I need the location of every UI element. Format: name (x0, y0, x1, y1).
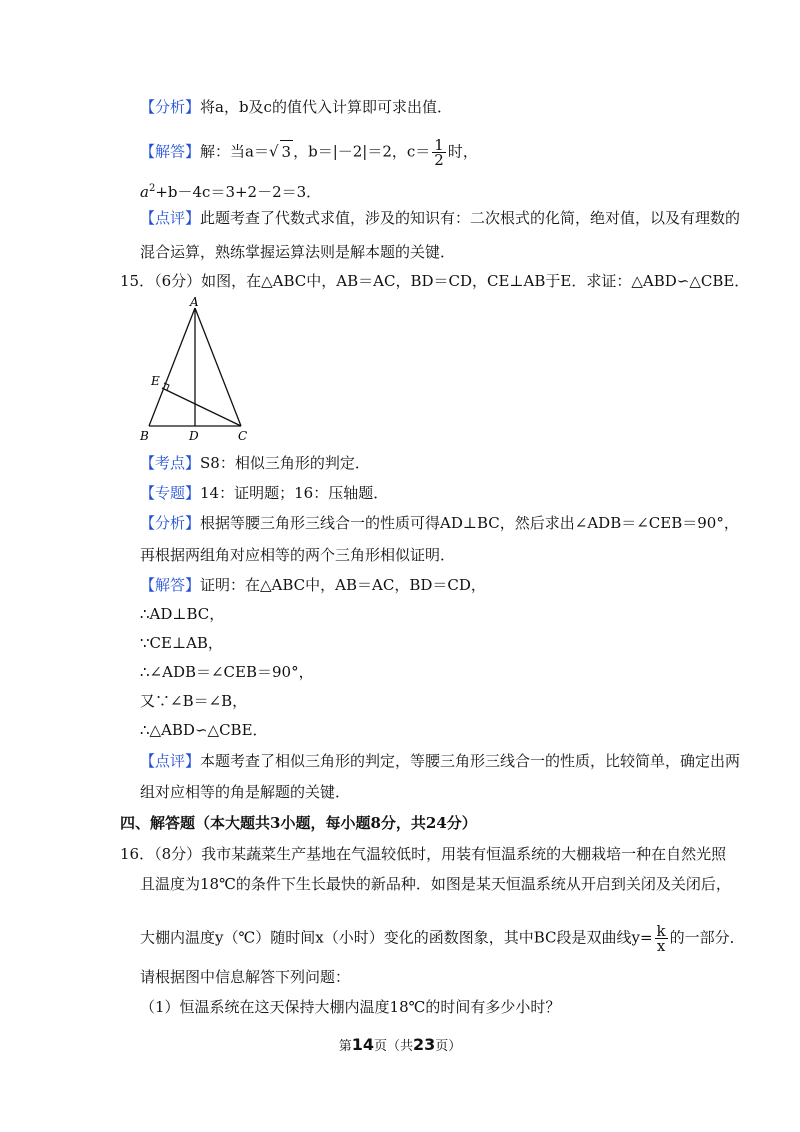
q15-answer (140, 574, 486, 596)
q16-line-3 (140, 924, 745, 953)
q14-analysis (140, 96, 452, 118)
q16-line-1: 16．（8分）我市某蔬菜生产基地在气温较低时，用装有恒温系统的大棚栽培一种在自然光照 (120, 845, 727, 863)
frac-den: 2 (434, 151, 444, 169)
q15-step-1: ∴AD⊥BC， (140, 605, 225, 623)
answer-b: ，b＝|－2|＝2，c＝ (293, 142, 431, 161)
analysis-text: 根据等腰三角形三线合一的性质可得AD⊥BC，然后求出∠ADB＝∠CEB＝90°， (200, 514, 739, 532)
footer-pre: 第 (338, 1039, 352, 1054)
page-footer (0, 1035, 800, 1057)
review-tag: 【点评】 (140, 209, 201, 227)
label-e: E (151, 374, 160, 388)
q15-kaodian (140, 452, 370, 474)
label-d: D (189, 429, 199, 443)
q15-step-5: ∴△ABD∽△CBE． (140, 721, 268, 739)
q15-analysis-1 (140, 512, 739, 534)
answer-a: a＝ (245, 142, 269, 161)
review-text: 本题考查了相似三角形的判定，等腰三角形三线合一的性质，比较简单，确定出两 (200, 752, 741, 770)
calc-a: a (140, 183, 149, 201)
footer-mid: 页（共 (373, 1039, 413, 1054)
fraction-k-over-x (655, 924, 668, 953)
frac-den: x (656, 937, 666, 955)
footer-post: 页） (435, 1039, 462, 1054)
sqrt-value: 3 (280, 140, 294, 163)
q15-analysis-2: 再根据两组角对应相等的两个三角形相似证明． (140, 546, 456, 564)
calc-rest: +b－4c＝3+2－2＝3． (155, 183, 322, 201)
triangle-figure (132, 292, 257, 447)
q15-step-4: 又∵∠B＝∠B， (140, 692, 248, 710)
label-b: B (140, 429, 149, 443)
footer-total-pages: 23 (413, 1035, 436, 1054)
q15-step-2: ∵CE⊥AB， (140, 634, 223, 652)
q14-review-2: 混合运算，熟练掌握运算法则是解本题的关键． (140, 243, 456, 261)
q16-line-2: 且温度为18℃的条件下生长最快的新品种．如图是某天恒温系统从开启到关闭及关闭后， (140, 875, 731, 893)
q15-step-3: ∴∠ADB＝∠CEB＝90°， (140, 663, 314, 681)
frac-num: 1 (434, 136, 444, 154)
q15-stem: 15．（6分）如图，在△ABC中，AB＝AC，BD＝CD，CE⊥AB于E．求证：△ABD∽△CBE． (120, 272, 750, 290)
answer-post: 时， (447, 142, 478, 161)
analysis-tag: 【分析】 (140, 98, 201, 116)
section-heading: 四、解答题（本大题共3小题，每小题8分，共24分） (120, 814, 477, 832)
q15-zhuanti (140, 482, 388, 504)
answer-tag: 【解答】 (140, 576, 201, 594)
q15-review-2: 组对应相等的角是解题的关键． (140, 783, 351, 801)
kaodian-text: S8：相似三角形的判定． (200, 454, 370, 472)
zhuanti-tag: 【专题】 (140, 484, 201, 502)
q16-line-3-pre: 大棚内温度y（℃）随时间x（小时）变化的函数图象，其中BC段是双曲线y= (140, 928, 653, 947)
q16-line-4: 请根据图中信息解答下列问题： (140, 968, 351, 986)
q15-review-1 (140, 750, 740, 772)
frac-num: k (656, 922, 666, 940)
answer-tag: 【解答】 (140, 142, 201, 161)
calc-sup: 2 (148, 183, 156, 194)
answer-pre: 解：当 (200, 142, 246, 161)
footer-page-number: 14 (351, 1035, 374, 1054)
q16-line-5: （1）恒温系统在这天保持大棚内温度18℃的时间有多少小时？ (140, 998, 561, 1016)
q14-review-1 (140, 207, 740, 229)
answer-text: 证明：在△ABC中，AB＝AC，BD＝CD， (200, 576, 486, 594)
review-text: 此题考查了代数式求值，涉及的知识有：二次根式的化简，绝对值，以及有理数的 (200, 209, 741, 227)
q16-line-3-post: 的一部分． (669, 928, 745, 947)
review-tag: 【点评】 (140, 752, 201, 770)
kaodian-tag: 【考点】 (140, 454, 201, 472)
q14-calc (140, 178, 321, 203)
label-a: A (190, 295, 199, 309)
label-c: C (238, 429, 248, 443)
fraction-half (432, 138, 446, 167)
zhuanti-text: 14：证明题；16：压轴题． (200, 484, 389, 502)
q14-answer: 【解答】解：当a＝√ 3 ，b＝|－2|＝2，c＝ $\frac{1}{2}$ 时， (140, 136, 478, 169)
analysis-text: 将a，b及c的值代入计算即可求出值． (200, 98, 452, 116)
analysis-tag: 【分析】 (140, 514, 201, 532)
